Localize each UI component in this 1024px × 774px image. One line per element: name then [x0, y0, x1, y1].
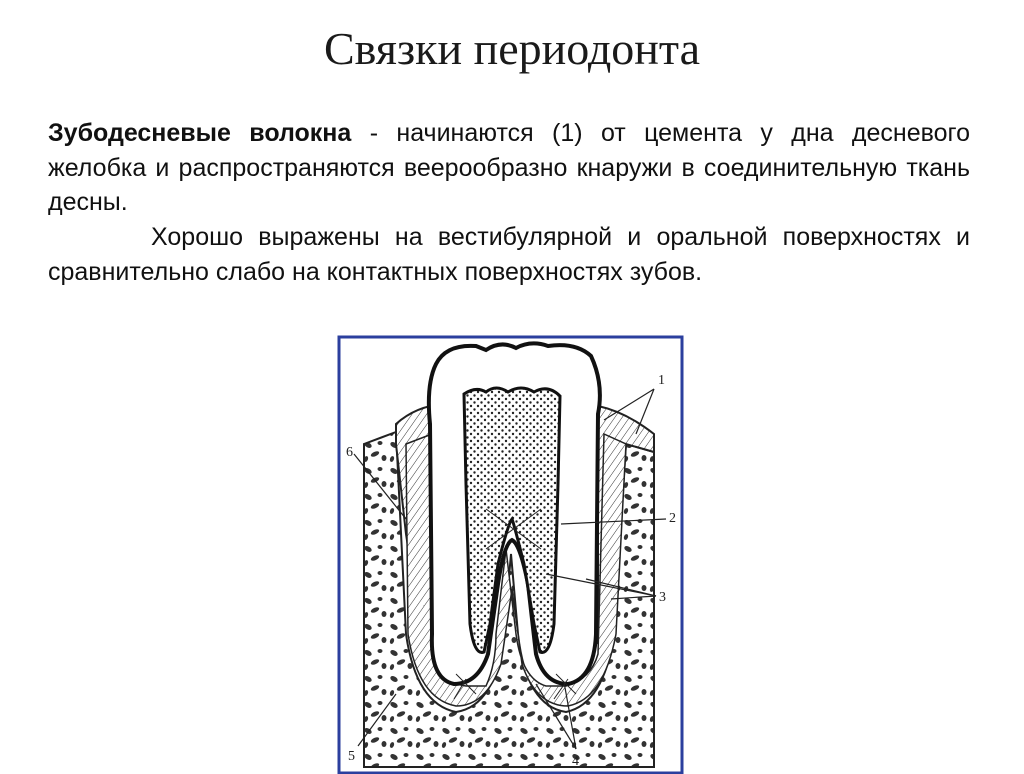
tooth-diagram — [336, 334, 688, 774]
term-gingival-fibers: Зубодесневые волокна — [48, 119, 352, 147]
label-2: 2 — [669, 511, 676, 526]
paragraph-1-text: - начинаются (1) от цемента у дна десневого желобка и распространяются веерообразно кнаружи в соединительную ткань десны. — [48, 119, 970, 216]
label-5: 5 — [348, 749, 355, 764]
paragraph-expression: Хорошо выражены на вестибулярной и оральной поверхностях и сравнительно слабо на контактных поверхностях зубов. — [48, 223, 970, 286]
label-6: 6 — [346, 445, 353, 460]
label-4: 4 — [572, 754, 579, 769]
slide-title: Связки периодонта — [323, 23, 701, 74]
paragraph-gingival-fibers — [48, 116, 970, 220]
tooth-diagram-svg — [336, 334, 688, 774]
label-3: 3 — [659, 590, 666, 605]
label-1: 1 — [658, 373, 665, 388]
